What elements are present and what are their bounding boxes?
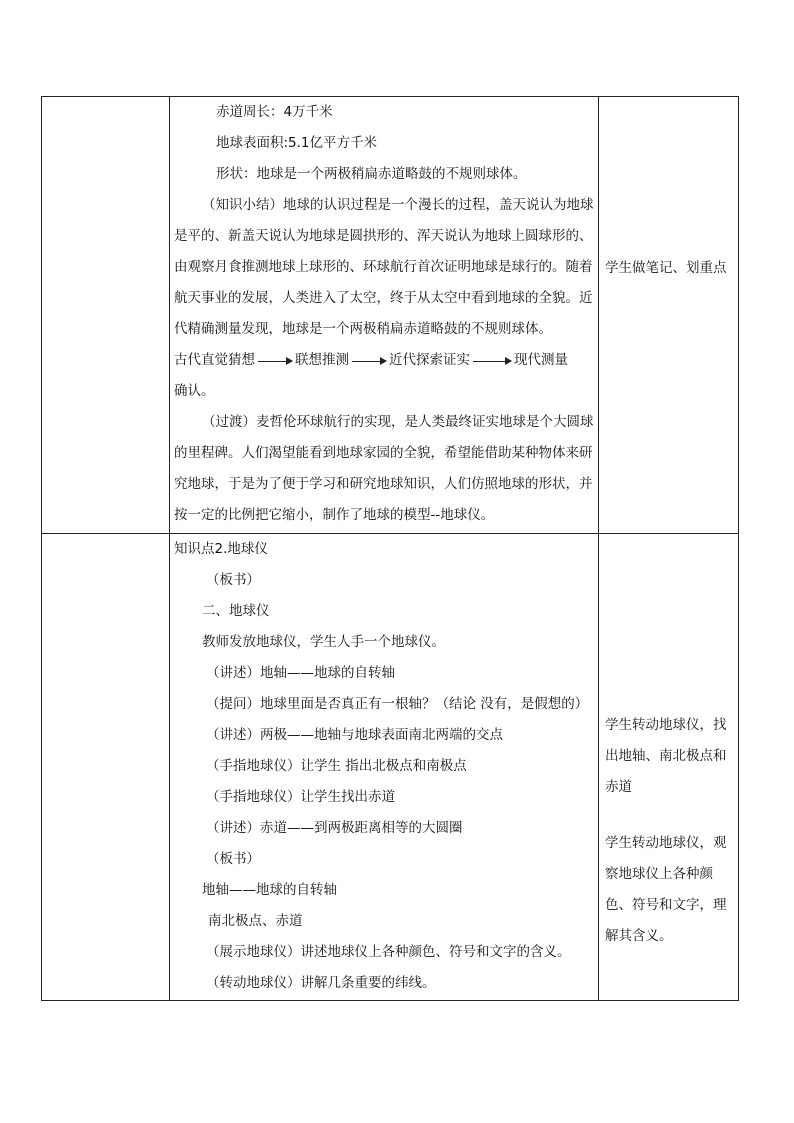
table-row	[42, 97, 739, 534]
empty-left-cell	[42, 97, 170, 534]
flow-step: 现代测量	[514, 352, 568, 368]
summary-paragraph: （知识小结）地球的认识过程是一个漫长的过程，盖天说认为地球是平的、新盖天说认为地球是圆拱形的、浑天说认为地球上圆球形的、由观察月食推测地球上球形的、环球航行首次证明地球是球行的。随着航天事业的发展，人类进入了太空，终于从太空中看到地球的全貌。近代精确测量发现，地球是一个两极稍扁赤道略鼓的不规则球体。	[174, 197, 594, 337]
student-activity-cell	[599, 97, 739, 534]
knowledge-point-title: 知识点2.地球仪	[174, 541, 268, 557]
text-line: （手指地球仪）让学生找出赤道	[206, 789, 395, 805]
text-line: 教师发放地球仪，学生人手一个地球仪。	[202, 634, 445, 650]
student-activity-cell	[599, 534, 739, 1001]
text-line: （讲述）两极——地轴与地球表面南北两端的交点	[206, 727, 503, 743]
cognition-flow	[174, 345, 594, 376]
text-line: 地轴——地球的自转轴	[202, 882, 337, 898]
text-line: （板书）	[206, 572, 260, 588]
empty-left-cell	[42, 534, 170, 1001]
student-note: 学生转动地球仪，观察地球仪上各种颜色、符号和文字，理解其含义。	[605, 835, 727, 944]
text-line: 地球表面积:5.1亿平方千米	[216, 135, 378, 151]
text-line: 南北极点、赤道	[208, 913, 303, 929]
text-line: （转动地球仪）讲解几条重要的纬线。	[206, 975, 436, 991]
text-line: （提问）地球里面是否真正有一根轴？（结论 没有，是假想的）	[206, 696, 589, 712]
flow-step: 联想推测	[295, 352, 349, 368]
text-line: （讲述）地轴——地球的自转轴	[206, 665, 395, 681]
text-line: （板书）	[206, 851, 260, 867]
arrow-right-icon	[352, 361, 386, 362]
text-line: （展示地球仪）讲述地球仪上各种颜色、符号和文字的含义。	[206, 944, 571, 960]
arrow-right-icon	[258, 361, 292, 362]
text-line: 赤道周长：4万千米	[216, 104, 333, 120]
flow-step: 近代探索证实	[389, 352, 470, 368]
text-line: （手指地球仪）让学生 指出北极点和南极点	[206, 758, 467, 774]
flow-step: 古代直觉猜想	[174, 352, 255, 368]
student-note: 学生做笔记、划重点	[605, 260, 727, 276]
text-line: 形状：地球是一个两极稍扁赤道略鼓的不规则球体。	[216, 166, 527, 182]
transition-paragraph: （过渡）麦哲伦环球航行的实现，是人类最终证实地球是个大圆球的里程碑。人们渴望能看到地球家园的全貌，希望能借助某种物体来研究地球，于是为了便于学习和研究地球知识，人们仿照地球的形状，并按一定的比例把它缩小，制作了地球的模型--地球仪。	[174, 414, 594, 523]
student-note: 学生转动地球仪，找出地轴、南北极点和赤道	[605, 717, 727, 795]
table-row	[42, 534, 739, 1001]
arrow-right-icon	[473, 361, 511, 362]
lesson-plan-table	[41, 96, 739, 1001]
content-cell	[170, 534, 599, 1001]
text-line: （讲述）赤道——到两极距离相等的大圆圈	[206, 820, 463, 836]
text-line: 二、地球仪	[202, 603, 270, 619]
content-cell	[170, 97, 599, 534]
flow-tail: 确认。	[174, 383, 215, 399]
